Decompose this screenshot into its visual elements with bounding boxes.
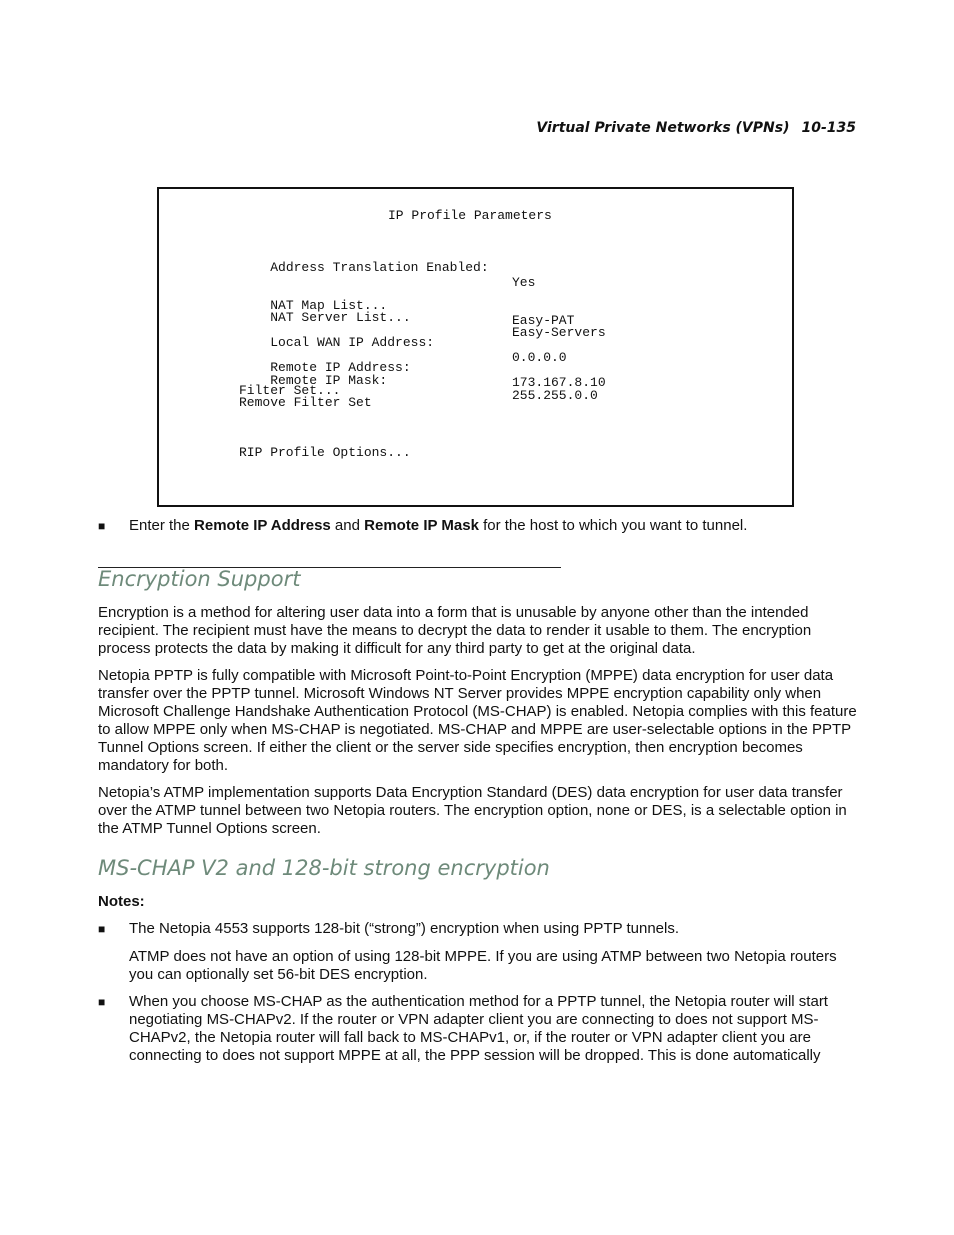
filter-set-item[interactable]: Filter Set... (239, 383, 341, 398)
paragraph-encryption-intro: Encryption is a method for altering user data into a form that is unusable by anyone other than the intended recipient. The recipient must have the means to decrypt the data to render it usable to them. The encryption process protects the data by making it difficult for any third party to get at the original data. (98, 604, 812, 657)
bullet-square-icon: ■ (98, 519, 106, 533)
bullet-square-icon: ■ (98, 922, 106, 936)
page-header (536, 120, 856, 136)
rip-profile-options-item[interactable]: RIP Profile Options... (239, 445, 411, 460)
address-translation-label: Address Translation Enabled: (270, 260, 489, 275)
bullet-square-icon: ■ (98, 995, 106, 1009)
nat-server-value: Easy-Servers (512, 325, 606, 340)
remote-mask-label: Remote IP Mask: (270, 373, 388, 388)
page-number: 10-135 (801, 120, 856, 136)
instruction-text: Enter the Remote IP Address and Remote IP Mask for the host to which you want to tunnel. (129, 517, 748, 534)
screen-title: IP Profile Parameters (388, 208, 552, 223)
section-heading-encryption: Encryption Support (98, 567, 301, 591)
note-bullet-2-text: When you choose MS-CHAP as the authentication method for a PPTP tunnel, the Netopia router will start negotiating MS-CHAPv2. If the router or VPN adapter client you are connecting to does not support MS-CHAPv2, the Netopia router will fall back to MS-CHAPv1, or, if the router or VPN adapter client you are connecting to does not support MPPE at all, the PPP session will be dropped. This is done automatically (129, 993, 828, 1064)
header-title: Virtual Private Networks (VPNs) (536, 120, 790, 136)
ip-profile-screen (157, 187, 794, 507)
remote-ip-label: Remote IP Address: (270, 360, 411, 375)
local-wan-value[interactable]: 0.0.0.0 (512, 350, 567, 365)
remote-ip-value[interactable]: 173.167.8.10 (512, 375, 606, 390)
nat-map-label: NAT Map List... (270, 298, 388, 313)
note-bullet-1-text: The Netopia 4553 supports 128-bit (“strong”) encryption when using PPTP tunnels. (129, 920, 680, 937)
paragraph-pptp-mppe: Netopia PPTP is fully compatible with Microsoft Point-to-Point Encryption (MPPE) data encryption for user data transfer over the PPTP tunnel. Microsoft Windows NT Server provides MPPE encryption capability only when Microsoft Challenge Handshake Authentication Protocol (MS-CHAP) is enabled. Netopia complies with this feature to allow MPPE only when MS-CHAP is negotiated. MS-CHAP and MPPE are user-selectable options in the PPTP Tunnel Options screen. If either the client or the server side specifies encryption, then encryption becomes mandatory for both. (98, 667, 857, 774)
nat-server-label: NAT Server List... (270, 310, 411, 325)
remove-filter-set-item[interactable]: Remove Filter Set (239, 395, 372, 410)
note-bullet-1-sub-text: ATMP does not have an option of using 128-bit MPPE. If you are using ATMP between two Netopia routers you can optionally set 56-bit DES encryption. (129, 948, 837, 983)
remote-mask-value[interactable]: 255.255.0.0 (512, 388, 598, 403)
local-wan-label: Local WAN IP Address: (270, 335, 435, 350)
section-heading-mschap: MS-CHAP V2 and 128-bit strong encryption (98, 856, 550, 880)
paragraph-atmp-des: Netopia’s ATMP implementation supports Data Encryption Standard (DES) data encryption for user data transfer over the ATMP tunnel between two Netopia routers. The encryption option, none or DES, is a selectable option in the ATMP Tunnel Options screen. (98, 784, 847, 837)
nat-map-value: Easy-PAT (512, 313, 575, 328)
notes-label: Notes: (98, 893, 145, 910)
address-translation-value[interactable]: Yes (512, 275, 536, 290)
